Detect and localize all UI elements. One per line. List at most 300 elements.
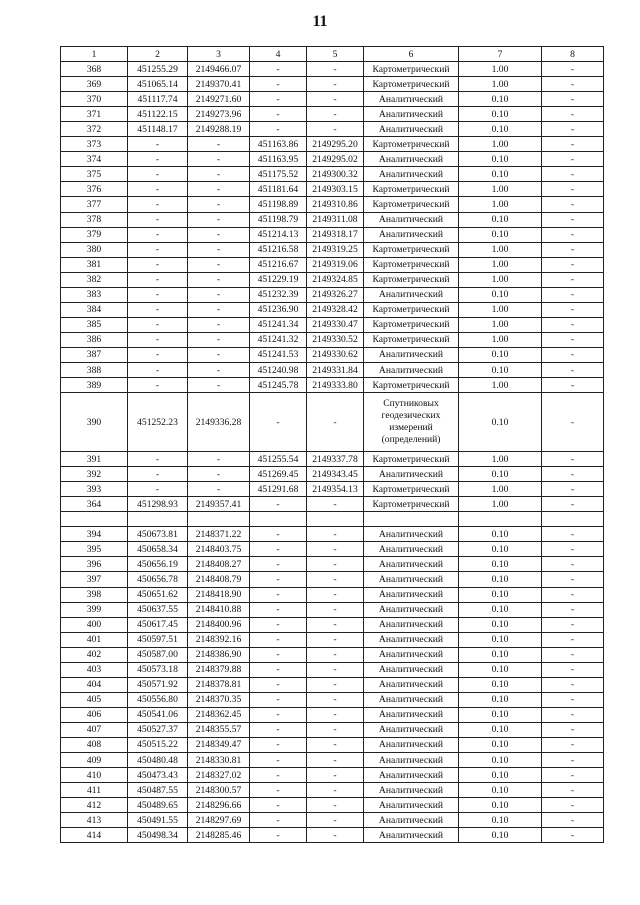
cell-y-existing: 2148300.57 bbox=[188, 783, 250, 798]
table-row bbox=[61, 647, 604, 662]
cell-y-existing: 2149466.07 bbox=[188, 62, 250, 77]
table-row bbox=[61, 587, 604, 602]
cell-x-existing: 450480.48 bbox=[128, 753, 188, 768]
cell-x-existing: - bbox=[128, 287, 188, 302]
cell-description: - bbox=[542, 347, 604, 362]
cell-description: - bbox=[542, 137, 604, 152]
cell-x-existing: 450656.19 bbox=[128, 557, 188, 572]
cell-point-number: 378 bbox=[61, 212, 128, 227]
table-row bbox=[61, 602, 604, 617]
cell-y-new: - bbox=[307, 92, 364, 107]
cell-y-new: 2149333.80 bbox=[307, 378, 364, 393]
cell-y-existing: - bbox=[188, 227, 250, 242]
cell-x-new: - bbox=[250, 647, 307, 662]
cell-accuracy: 0.10 bbox=[459, 362, 542, 377]
cell-x-existing: 450489.65 bbox=[128, 798, 188, 813]
cell-y-existing: - bbox=[188, 197, 250, 212]
cell-x-new: - bbox=[250, 122, 307, 137]
cell-method: Аналитический bbox=[364, 632, 459, 647]
cell-description: - bbox=[542, 227, 604, 242]
cell-y-existing: - bbox=[188, 287, 250, 302]
cell-x-existing: 451298.93 bbox=[128, 497, 188, 512]
cell-x-existing: 450491.55 bbox=[128, 813, 188, 828]
cell-point-number: 382 bbox=[61, 272, 128, 287]
cell-accuracy: 0.10 bbox=[459, 587, 542, 602]
cell-accuracy: 0.10 bbox=[459, 828, 542, 843]
cell-x-new: - bbox=[250, 753, 307, 768]
table-row bbox=[61, 317, 604, 332]
cell-x-new: 451269.45 bbox=[250, 467, 307, 482]
cell-description: - bbox=[542, 287, 604, 302]
cell-x-new: - bbox=[250, 632, 307, 647]
cell-description: - bbox=[542, 587, 604, 602]
cell-x-existing: 450527.37 bbox=[128, 722, 188, 737]
cell-x-new: - bbox=[250, 542, 307, 557]
cell-method: Спутниковых геодезических измерений (определений) bbox=[364, 393, 459, 452]
cell-y-new: - bbox=[307, 753, 364, 768]
table-row bbox=[61, 497, 604, 512]
cell-y-new: 2149295.02 bbox=[307, 152, 364, 167]
cell-method: Аналитический bbox=[364, 602, 459, 617]
cell-point-number: 395 bbox=[61, 542, 128, 557]
cell-y-existing: - bbox=[188, 212, 250, 227]
cell-method: Картометрический bbox=[364, 497, 459, 512]
cell-method: Картометрический bbox=[364, 257, 459, 272]
cell-point-number: 381 bbox=[61, 257, 128, 272]
table-row bbox=[61, 692, 604, 707]
cell-method: Аналитический bbox=[364, 753, 459, 768]
cell-x-existing: 450498.34 bbox=[128, 828, 188, 843]
cell-point-number: 387 bbox=[61, 347, 128, 362]
cell-x-existing: - bbox=[128, 467, 188, 482]
cell-x-existing: - bbox=[128, 362, 188, 377]
cell-accuracy: 0.10 bbox=[459, 753, 542, 768]
cell-x-new: - bbox=[250, 393, 307, 452]
cell-y-existing: - bbox=[188, 378, 250, 393]
cell-description: - bbox=[542, 497, 604, 512]
cell-accuracy: 1.00 bbox=[459, 272, 542, 287]
cell-accuracy: 0.10 bbox=[459, 152, 542, 167]
table-row bbox=[61, 362, 604, 377]
cell-y-existing: 2149357.41 bbox=[188, 497, 250, 512]
table-row bbox=[61, 828, 604, 843]
cell-accuracy: 0.10 bbox=[459, 617, 542, 632]
cell-y-new: 2149319.06 bbox=[307, 257, 364, 272]
cell-accuracy: 0.10 bbox=[459, 572, 542, 587]
cell-y-existing: - bbox=[188, 467, 250, 482]
cell-accuracy: 0.10 bbox=[459, 647, 542, 662]
cell-y-existing: - bbox=[188, 257, 250, 272]
cell-y-new: - bbox=[307, 122, 364, 137]
cell-point-number: 396 bbox=[61, 557, 128, 572]
cell-x-existing: 450487.55 bbox=[128, 783, 188, 798]
table-row bbox=[61, 557, 604, 572]
cell-description: - bbox=[542, 482, 604, 497]
cell-description: - bbox=[542, 242, 604, 257]
cell-accuracy: 0.10 bbox=[459, 542, 542, 557]
table-row bbox=[61, 662, 604, 677]
cell-description: - bbox=[542, 317, 604, 332]
table-row bbox=[61, 753, 604, 768]
cell-x-existing: 450541.06 bbox=[128, 707, 188, 722]
table-row bbox=[61, 122, 604, 137]
cell-x-existing: 451255.29 bbox=[128, 62, 188, 77]
cell-y-new: - bbox=[307, 542, 364, 557]
cell-description: - bbox=[542, 212, 604, 227]
table-row bbox=[61, 287, 604, 302]
cell-point-number: 401 bbox=[61, 632, 128, 647]
cell-x-new: - bbox=[250, 77, 307, 92]
cell-y-new: - bbox=[307, 572, 364, 587]
cell-y-new: - bbox=[307, 768, 364, 783]
cell-point-number: 410 bbox=[61, 768, 128, 783]
cell-point-number: 408 bbox=[61, 737, 128, 752]
cell-method: Аналитический bbox=[364, 572, 459, 587]
cell-point-number: 413 bbox=[61, 813, 128, 828]
cell-x-existing: 450637.55 bbox=[128, 602, 188, 617]
cell-accuracy: 1.00 bbox=[459, 137, 542, 152]
cell-accuracy: 1.00 bbox=[459, 62, 542, 77]
cell-y-new: - bbox=[307, 647, 364, 662]
cell-y-existing: 2148296.66 bbox=[188, 798, 250, 813]
cell-y-existing: 2148403.75 bbox=[188, 542, 250, 557]
cell-description: - bbox=[542, 272, 604, 287]
table-row bbox=[61, 467, 604, 482]
cell-accuracy: 1.00 bbox=[459, 378, 542, 393]
cell-x-new: - bbox=[250, 587, 307, 602]
coordinates-table bbox=[60, 46, 604, 843]
cell-accuracy: 0.10 bbox=[459, 287, 542, 302]
cell-point-number: 384 bbox=[61, 302, 128, 317]
cell-method: Аналитический bbox=[364, 227, 459, 242]
cell-point-number: 375 bbox=[61, 167, 128, 182]
cell-description: - bbox=[542, 167, 604, 182]
cell-method: Аналитический bbox=[364, 677, 459, 692]
column-header-3: 3 bbox=[188, 47, 250, 62]
cell-accuracy: 0.10 bbox=[459, 347, 542, 362]
cell-description: - bbox=[542, 677, 604, 692]
cell-x-new: - bbox=[250, 107, 307, 122]
table-row bbox=[61, 783, 604, 798]
cell-y-new: - bbox=[307, 677, 364, 692]
cell-accuracy: 1.00 bbox=[459, 182, 542, 197]
cell-point-number: 397 bbox=[61, 572, 128, 587]
cell-x-new: - bbox=[250, 497, 307, 512]
table-row bbox=[61, 813, 604, 828]
cell-y-new: - bbox=[307, 527, 364, 542]
cell-method: Картометрический bbox=[364, 482, 459, 497]
table-row bbox=[61, 737, 604, 752]
cell-point-number: 392 bbox=[61, 467, 128, 482]
cell-accuracy: 1.00 bbox=[459, 332, 542, 347]
cell-x-existing: 450617.45 bbox=[128, 617, 188, 632]
cell-accuracy: 1.00 bbox=[459, 242, 542, 257]
column-header-6: 6 bbox=[364, 47, 459, 62]
cell-accuracy: 1.00 bbox=[459, 257, 542, 272]
cell-accuracy: 0.10 bbox=[459, 768, 542, 783]
cell-y-existing: 2148330.81 bbox=[188, 753, 250, 768]
cell-point-number: 373 bbox=[61, 137, 128, 152]
cell-point-number: 368 bbox=[61, 62, 128, 77]
cell-point-number: 402 bbox=[61, 647, 128, 662]
cell-description: - bbox=[542, 527, 604, 542]
cell-description: - bbox=[542, 572, 604, 587]
cell-y-new: 2149310.86 bbox=[307, 197, 364, 212]
cell-x-new: 451216.58 bbox=[250, 242, 307, 257]
cell-description: - bbox=[542, 197, 604, 212]
table-row bbox=[61, 452, 604, 467]
cell-x-new: 451229.19 bbox=[250, 272, 307, 287]
cell-x-new: 451236.90 bbox=[250, 302, 307, 317]
cell-accuracy: 0.10 bbox=[459, 692, 542, 707]
cell-description: - bbox=[542, 122, 604, 137]
cell-y-new: - bbox=[307, 587, 364, 602]
cell-y-existing: 2148379.88 bbox=[188, 662, 250, 677]
cell-x-new bbox=[250, 512, 307, 527]
cell-accuracy: 0.10 bbox=[459, 212, 542, 227]
cell-x-new: 451198.89 bbox=[250, 197, 307, 212]
cell-x-new: 451163.95 bbox=[250, 152, 307, 167]
cell-accuracy: 1.00 bbox=[459, 482, 542, 497]
cell-x-existing: 450587.00 bbox=[128, 647, 188, 662]
cell-x-existing: - bbox=[128, 167, 188, 182]
cell-y-new: 2149319.25 bbox=[307, 242, 364, 257]
cell-x-new: 451181.64 bbox=[250, 182, 307, 197]
cell-y-new: - bbox=[307, 107, 364, 122]
table-row bbox=[61, 152, 604, 167]
cell-y-existing: 2148386.90 bbox=[188, 647, 250, 662]
cell-y-existing: 2149273.96 bbox=[188, 107, 250, 122]
cell-description bbox=[542, 512, 604, 527]
cell-x-new: - bbox=[250, 828, 307, 843]
cell-method: Аналитический bbox=[364, 768, 459, 783]
cell-x-existing: - bbox=[128, 242, 188, 257]
cell-point-number: 376 bbox=[61, 182, 128, 197]
cell-method: Аналитический bbox=[364, 692, 459, 707]
cell-y-new: - bbox=[307, 662, 364, 677]
cell-method: Аналитический bbox=[364, 813, 459, 828]
table-row bbox=[61, 77, 604, 92]
cell-y-new: 2149330.52 bbox=[307, 332, 364, 347]
cell-method: Аналитический bbox=[364, 542, 459, 557]
table-row bbox=[61, 92, 604, 107]
cell-x-existing: 451065.14 bbox=[128, 77, 188, 92]
cell-y-new: 2149331.84 bbox=[307, 362, 364, 377]
cell-y-existing: 2148371.22 bbox=[188, 527, 250, 542]
cell-y-new: 2149326.27 bbox=[307, 287, 364, 302]
cell-y-new: 2149303.15 bbox=[307, 182, 364, 197]
cell-y-new: - bbox=[307, 707, 364, 722]
cell-description: - bbox=[542, 62, 604, 77]
column-header-1: 1 bbox=[61, 47, 128, 62]
cell-y-new: - bbox=[307, 557, 364, 572]
cell-description: - bbox=[542, 362, 604, 377]
cell-y-existing: 2148408.79 bbox=[188, 572, 250, 587]
table-header-row bbox=[61, 47, 604, 62]
cell-y-existing: - bbox=[188, 152, 250, 167]
cell-x-existing: 450656.78 bbox=[128, 572, 188, 587]
cell-accuracy: 0.10 bbox=[459, 92, 542, 107]
cell-accuracy: 0.10 bbox=[459, 467, 542, 482]
cell-x-new: - bbox=[250, 737, 307, 752]
cell-x-new: - bbox=[250, 92, 307, 107]
cell-method: Картометрический bbox=[364, 302, 459, 317]
table-row bbox=[61, 62, 604, 77]
cell-point-number: 388 bbox=[61, 362, 128, 377]
cell-y-existing: 2148400.96 bbox=[188, 617, 250, 632]
cell-y-existing: 2148418.90 bbox=[188, 587, 250, 602]
table-body bbox=[61, 62, 604, 843]
cell-y-new: 2149330.62 bbox=[307, 347, 364, 362]
cell-accuracy: 1.00 bbox=[459, 302, 542, 317]
cell-x-existing: 450658.34 bbox=[128, 542, 188, 557]
cell-y-new: 2149337.78 bbox=[307, 452, 364, 467]
cell-accuracy: 1.00 bbox=[459, 77, 542, 92]
cell-y-existing: 2148408.27 bbox=[188, 557, 250, 572]
cell-y-new: - bbox=[307, 828, 364, 843]
cell-description: - bbox=[542, 798, 604, 813]
cell-point-number: 393 bbox=[61, 482, 128, 497]
cell-description: - bbox=[542, 302, 604, 317]
cell-accuracy: 0.10 bbox=[459, 393, 542, 452]
cell-y-new: - bbox=[307, 737, 364, 752]
cell-y-new: - bbox=[307, 813, 364, 828]
table-row bbox=[61, 107, 604, 122]
table-row bbox=[61, 512, 604, 527]
cell-method: Аналитический bbox=[364, 662, 459, 677]
table-row bbox=[61, 632, 604, 647]
cell-accuracy: 0.10 bbox=[459, 632, 542, 647]
cell-y-new: 2149343.45 bbox=[307, 467, 364, 482]
cell-x-existing: 450673.81 bbox=[128, 527, 188, 542]
cell-y-existing: 2149288.19 bbox=[188, 122, 250, 137]
cell-y-existing: 2148327.02 bbox=[188, 768, 250, 783]
column-header-2: 2 bbox=[128, 47, 188, 62]
column-header-5: 5 bbox=[307, 47, 364, 62]
table-row bbox=[61, 257, 604, 272]
cell-point-number: 383 bbox=[61, 287, 128, 302]
cell-x-existing: 451252.23 bbox=[128, 393, 188, 452]
cell-y-new: 2149318.17 bbox=[307, 227, 364, 242]
table-row bbox=[61, 137, 604, 152]
cell-x-existing: 450651.62 bbox=[128, 587, 188, 602]
cell-y-existing: - bbox=[188, 137, 250, 152]
cell-method: Картометрический bbox=[364, 452, 459, 467]
cell-description: - bbox=[542, 662, 604, 677]
cell-description: - bbox=[542, 467, 604, 482]
cell-y-existing: 2148362.45 bbox=[188, 707, 250, 722]
cell-y-new: - bbox=[307, 632, 364, 647]
cell-method: Картометрический bbox=[364, 272, 459, 287]
cell-x-existing: - bbox=[128, 317, 188, 332]
cell-description: - bbox=[542, 722, 604, 737]
cell-description: - bbox=[542, 152, 604, 167]
cell-x-new: 451214.13 bbox=[250, 227, 307, 242]
cell-y-new bbox=[307, 512, 364, 527]
cell-point-number: 374 bbox=[61, 152, 128, 167]
cell-y-existing: - bbox=[188, 482, 250, 497]
cell-x-new: 451245.78 bbox=[250, 378, 307, 393]
cell-method: Аналитический bbox=[364, 557, 459, 572]
table-row bbox=[61, 617, 604, 632]
cell-y-existing: 2148355.57 bbox=[188, 722, 250, 737]
cell-x-new: 451198.79 bbox=[250, 212, 307, 227]
table-row bbox=[61, 182, 604, 197]
cell-description: - bbox=[542, 77, 604, 92]
cell-y-new: - bbox=[307, 62, 364, 77]
cell-x-existing: 451117.74 bbox=[128, 92, 188, 107]
table-row bbox=[61, 212, 604, 227]
cell-y-new: - bbox=[307, 497, 364, 512]
table-header bbox=[61, 47, 604, 62]
cell-description: - bbox=[542, 753, 604, 768]
cell-x-new: - bbox=[250, 707, 307, 722]
cell-y-new: - bbox=[307, 798, 364, 813]
cell-x-existing: - bbox=[128, 212, 188, 227]
table-row bbox=[61, 572, 604, 587]
cell-x-new: - bbox=[250, 527, 307, 542]
cell-accuracy: 0.10 bbox=[459, 722, 542, 737]
table-row bbox=[61, 527, 604, 542]
cell-method: Аналитический bbox=[364, 122, 459, 137]
cell-point-number: 409 bbox=[61, 753, 128, 768]
cell-point-number: 407 bbox=[61, 722, 128, 737]
cell-y-existing: 2148378.81 bbox=[188, 677, 250, 692]
column-header-8: 8 bbox=[542, 47, 604, 62]
cell-x-existing: - bbox=[128, 137, 188, 152]
table-row bbox=[61, 347, 604, 362]
cell-y-new: 2149295.20 bbox=[307, 137, 364, 152]
cell-x-existing: - bbox=[128, 302, 188, 317]
cell-y-existing: 2149271.60 bbox=[188, 92, 250, 107]
cell-accuracy: 0.10 bbox=[459, 737, 542, 752]
cell-accuracy: 0.10 bbox=[459, 167, 542, 182]
cell-y-existing: - bbox=[188, 332, 250, 347]
cell-description: - bbox=[542, 332, 604, 347]
cell-x-existing bbox=[128, 512, 188, 527]
cell-x-existing: - bbox=[128, 227, 188, 242]
cell-x-existing: - bbox=[128, 152, 188, 167]
table-row bbox=[61, 722, 604, 737]
cell-method: Картометрический bbox=[364, 197, 459, 212]
cell-method: Аналитический bbox=[364, 527, 459, 542]
cell-x-new: 451291.68 bbox=[250, 482, 307, 497]
cell-method: Аналитический bbox=[364, 152, 459, 167]
cell-description: - bbox=[542, 257, 604, 272]
cell-description: - bbox=[542, 602, 604, 617]
cell-x-existing: 450556.80 bbox=[128, 692, 188, 707]
table-row bbox=[61, 227, 604, 242]
cell-method: Аналитический bbox=[364, 707, 459, 722]
cell-description: - bbox=[542, 647, 604, 662]
cell-x-new: - bbox=[250, 62, 307, 77]
cell-description: - bbox=[542, 107, 604, 122]
cell-method: Картометрический bbox=[364, 77, 459, 92]
cell-accuracy: 1.00 bbox=[459, 317, 542, 332]
cell-x-existing: - bbox=[128, 257, 188, 272]
cell-method: Картометрический bbox=[364, 378, 459, 393]
cell-point-number bbox=[61, 512, 128, 527]
cell-accuracy: 1.00 bbox=[459, 497, 542, 512]
cell-x-existing: 451122.15 bbox=[128, 107, 188, 122]
cell-accuracy: 0.10 bbox=[459, 227, 542, 242]
cell-x-new: - bbox=[250, 617, 307, 632]
cell-y-new: 2149330.47 bbox=[307, 317, 364, 332]
cell-x-existing: 450597.51 bbox=[128, 632, 188, 647]
cell-description: - bbox=[542, 707, 604, 722]
cell-point-number: 380 bbox=[61, 242, 128, 257]
cell-x-new: 451241.53 bbox=[250, 347, 307, 362]
